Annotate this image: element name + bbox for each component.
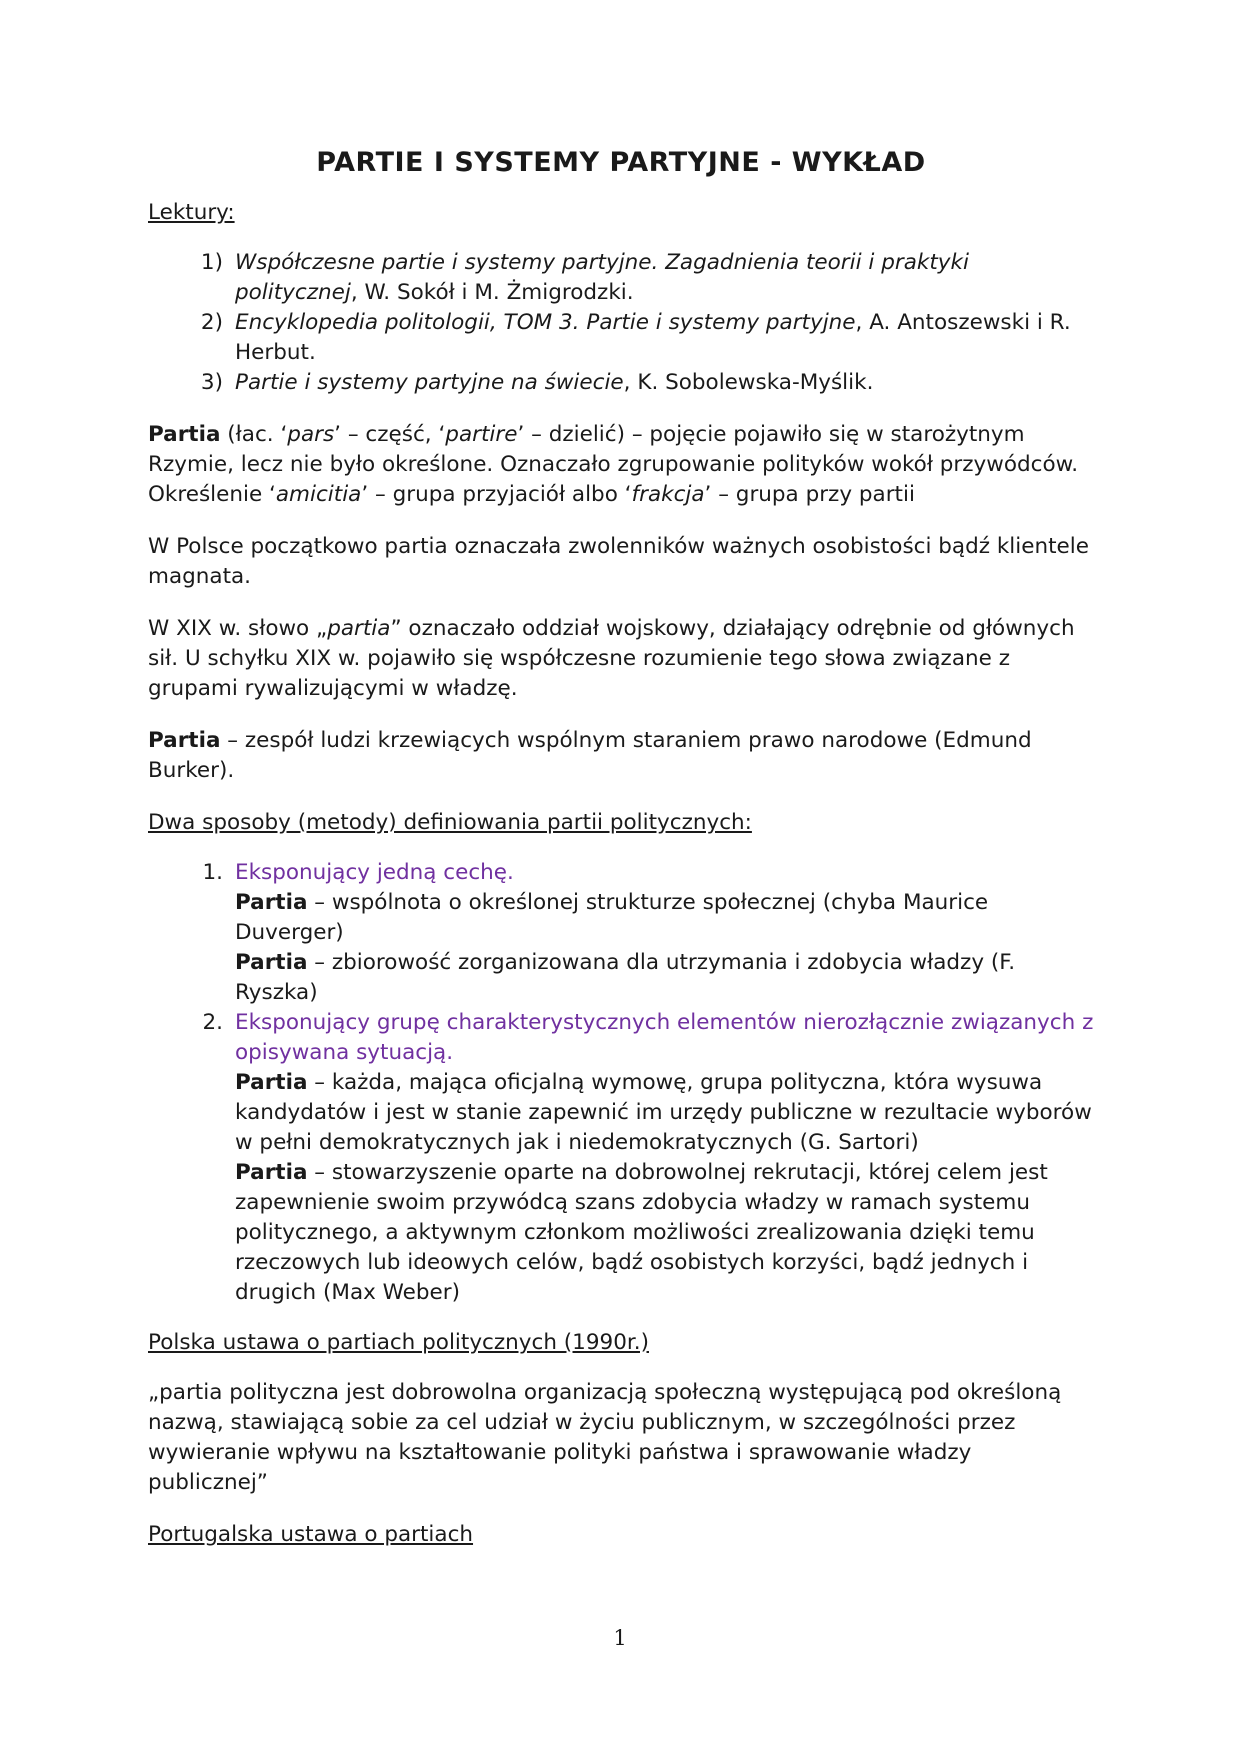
text-span: (łac. ‘ [220,422,288,447]
definition [235,1158,1094,1308]
reading-number: 1) [200,250,223,275]
portuguese-law-heading: Portugalska ustawa o partiach [148,1522,474,1547]
reading-number: 2) [200,310,223,335]
text-span: W XIX w. słowo „ [148,616,328,641]
term-bold: Partia [235,890,308,915]
term-italic: partire [445,422,518,447]
reading-title: Współczesne partie i systemy partyjne. Zagadnienia teorii i praktyki politycznej [235,250,969,305]
text-span: ’ – część, ‘ [334,422,446,447]
text-span: – stowarzyszenie oparte na dobrowolnej rekrutacji, której celem jest zapewnienie swoim przywódcą szans zdobycia władzy w ramach systemu politycznego, a aktywnym członkom możliwości zrealizowania dzięki temu rzeczowych lub ideowych celów, bądź osobistych korzyści, bądź jednych i drugich (Max Weber) [235,1160,1048,1305]
term-italic: pars [287,422,335,447]
method-item [148,858,1094,1008]
method-number: 2. [202,1010,223,1035]
text-span: ’ – dzielić) – pojęcie pojawiło się w starożytnym Rzymie, lecz nie było określone. Oznaczało zgrupowanie polityków wokół przywódców. Określenie ‘ [148,422,1079,507]
paragraph-19th-century [148,614,1094,704]
term-italic: partia [327,616,391,641]
text-span: – zbiorowość zorganizowana dla utrzymania i zdobycia władzy (F. Ryszka) [235,950,1016,1005]
method-number: 1. [202,860,223,885]
paragraph-poland: W Polsce początkowo partia oznaczała zwolenników ważnych osobistości bądź klientele magnata. [148,534,1089,589]
reading-authors: , W. Sokół i M. Żmigrodzki. [350,280,634,305]
paragraph-burke-definition [148,726,1094,786]
document-title: PARTIE I SYSTEMY PARTYJNE - WYKŁAD [316,147,926,178]
reading-item [148,368,1094,398]
reading-item [148,248,1094,308]
term-bold: Partia [235,1070,308,1095]
definition [235,948,1094,1008]
term-italic: frakcja [631,482,705,507]
methods-heading: Dwa sposoby (metody) definiowania partii politycznych: [148,810,752,835]
term-bold: Partia [148,422,221,447]
term-italic: amicitia [275,482,362,507]
text-span: – wspólnota o określonej strukturze społecznej (chyba Maurice Duverger) [235,890,989,945]
reading-title: Encyklopedia politologii, TOM 3. Partie i systemy partyjne [235,310,856,335]
term-bold: Partia [235,950,308,975]
readings-list [148,248,1094,398]
paragraph-partia-etymology [148,420,1094,510]
polish-law-quote: „partia polityczna jest dobrowolna organizacją społeczną występującą pod określoną nazwą, stawiającą sobie za cel udział w życiu publicznym, w szczególności przez wywieranie wpływu na kształtowanie polityki państwa i sprawowanie władzy publicznej” [148,1380,1062,1495]
method-title: Eksponujący jedną cechę. [235,860,514,885]
methods-list [148,858,1094,1308]
reading-item [148,308,1094,368]
text-span: – zespół ludzi krzewiących wspólnym staraniem prawo narodowe (Edmund Burker). [148,728,1032,783]
reading-authors: , K. Sobolewska-Myślik. [623,370,874,395]
reading-authors: , A. Antoszewski i R. Herbut. [235,310,1071,365]
document-page [148,146,1094,1570]
text-span: – każda, mająca oficjalną wymowę, grupa polityczna, która wysuwa kandydatów i jest w stanie zapewnić im urzędy publiczne w rezultacie wyborów w pełni demokratycznych jak i niedemokratycznych (G. Sartori) [235,1070,1092,1155]
polish-law-heading: Polska ustawa o partiach politycznych (1990r.) [148,1330,649,1355]
reading-title: Partie i systemy partyjne na świecie [235,370,624,395]
reading-number: 3) [200,370,223,395]
method-title: Eksponujący grupę charakterystycznych elementów nierozłącznie związanych z opisywana sytuacją. [235,1010,1094,1065]
term-bold: Partia [148,728,221,753]
page-number: 1 [613,1626,627,1650]
text-span: ’ – grupa przy partii [704,482,915,507]
text-span: ’ – grupa przyjaciół albo ‘ [361,482,632,507]
definition [235,1068,1094,1158]
definition [235,888,1094,948]
text-span: ” oznaczało oddział wojskowy, działający odrębnie od głównych sił. U schyłku XIX w. pojawiło się współczesne rozumienie tego słowa związane z grupami rywalizującymi w władzę. [148,616,1075,701]
readings-heading: Lektury: [148,200,235,225]
method-item [148,1008,1094,1308]
term-bold: Partia [235,1160,308,1185]
